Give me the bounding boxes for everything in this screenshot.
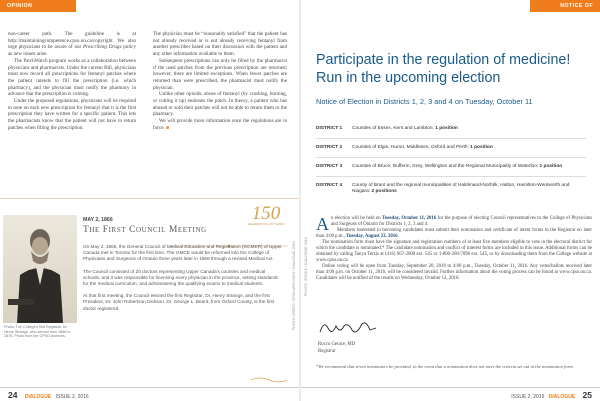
badge-number: 150	[251, 203, 281, 224]
district-description: County of Brant and the regional municipalities of Haldimand-Norfolk, Halton, Hamilton-Wentworth and Niagara: 2 positions	[352, 183, 570, 194]
body-paragraph: Online voting will be open from Tuesday, September 20, 2016 to 4:00 p.m., Tuesday, October 11, 2016. Any votes/ballots received later than 4:00 p.m. on October 11, 2016, will be considered invalid. Further information about the voting process can be found at www.cpso.on.ca. Candidates will be notified of the results on Wednesday, October 12, 2016.	[316, 264, 592, 281]
history-text	[83, 244, 283, 312]
ornament-divider	[170, 235, 288, 239]
district-row	[316, 177, 586, 202]
headline: Participate in the regulation of medicine! Run in the upcoming election	[316, 52, 571, 86]
magazine-name: DIALOGUE	[548, 394, 576, 400]
history-box	[0, 198, 300, 386]
election-body	[316, 216, 592, 282]
article-column-2	[153, 31, 287, 133]
article-paragraph: The physician must be “reasonably satisfied” that the patient has not already received or is not already receiving fentanyl from another prescriber based on their discussion with the patient and any other information available to them.	[153, 31, 287, 58]
page-number: 25	[582, 390, 592, 400]
portrait-figure-icon	[3, 215, 77, 323]
district-description: Counties of Essex, Kent and Lambton: 1 position	[352, 126, 458, 131]
section-tab-notice: NOTICE OF ELECTION	[530, 0, 600, 12]
district-list	[316, 120, 586, 201]
badge-caption: CELEBRATING 150 YEARS	[247, 223, 285, 226]
district-label: DISTRICT 2	[316, 145, 343, 150]
history-date: MAY 2, 1866	[83, 217, 113, 223]
anniversary-badge	[246, 204, 286, 238]
signature-title: Registrar	[318, 349, 336, 354]
district-label: DISTRICT 4	[316, 183, 343, 188]
article-paragraph: Unlike other opioids, abuse of fentanyl (by crushing, burning, or cutting it up) endorses the patch. In theory, a patient who has abused or sold their patches will not be able to return them to the pharmacy.	[153, 91, 287, 118]
footer-left	[0, 387, 300, 401]
photo-caption: Photo: The College's first Registrar, Dr. Henry Strange, who served from 1866 to 1870. Photo from the CPSO Archives.	[4, 325, 71, 339]
district-row	[316, 120, 586, 139]
signature-name: Rocco Gerace, MD	[318, 342, 356, 347]
district-label: DISTRICT 3	[316, 164, 343, 169]
article-paragraph: non-career path. The guideline is at http://maintainingcompetence.cpso.on.ca/copyright. We also urge physicians to be aware of our Prescribing Drugs policy as new issues arise.	[8, 31, 136, 58]
body-paragraph: Members interested in becoming candidates must submit their nomination and certificate of intent forms to the Registrar no later than 4:00 p.m., Tuesday, August 23, 2016.	[316, 228, 592, 239]
margin-credit: PHOTO CREDIT: CPSO ARCHIVES / DIALOGUE 2016	[292, 241, 296, 330]
drop-cap: A	[316, 214, 329, 234]
history-paragraph: On May 2, 1866, the General Council of Medical Education and Registration (GCMER) of Upper Canada met in Toronto for the first time. The GMCE would be reformed into the College of Physicians and Surgeons of Ontario three years later in 1869 through a revised Medical Act.	[83, 244, 282, 262]
district-description: Counties of Elgin, Huron, Middlesex, Oxford and Perth: 1 position	[352, 145, 493, 150]
subheadline: Notice of Election in Districts 1, 2, 3 and 4 on Tuesday, October 11	[316, 97, 533, 106]
signature	[318, 318, 378, 338]
flourish-ornament	[250, 371, 288, 379]
margin-credit: PHOTO: ISTOCK / DIALOGUE 2016	[304, 237, 308, 296]
district-label: DISTRICT 1	[316, 126, 343, 131]
history-title: The First Council Meeting	[83, 225, 207, 235]
section-tab-opinion: OPINION	[0, 0, 76, 12]
right-page	[300, 0, 600, 401]
article-column-1	[8, 31, 136, 132]
district-description: Counties of Bruce, Dufferin, Grey, Wellington and the Regional Municipality of Waterloo: 1 position	[352, 164, 563, 169]
magazine-name: DIALOGUE	[24, 394, 52, 400]
article-paragraph: The PatchWatch program works as a collaboration between physicians and pharmacists. Under the current Bill, physicians must now record all prescriptions for fentanyl patches where the patient intends to fill the prescription (i.e. which pharmacy), and the physician must notify the pharmacy in advance that the prescription is coming.	[8, 57, 136, 98]
page-number: 24	[8, 390, 18, 400]
article-paragraph: Subsequent prescriptions can only be filled by the pharmacist if the used patches from the previous prescription are returned; however, there are limited exceptions. When fewer patches are returned than were prescribed, the pharmacist must notify the physician.	[153, 57, 287, 91]
body-paragraph: The nomination form must have the signature and registration numbers of at least five members eligible to vote in the electoral district for which the candidate is nominated.* The candidate nomination and conflict of interest forms are included in this issue. Additional forms can be obtained by calling Tanya Terzis at (416) 967-2600 ext. 545 or 1-800-268-7096 ext. 545, or by downloading them from the College website at www.cpso.on.ca.	[316, 240, 592, 263]
page-gutter	[299, 0, 301, 401]
footnote: *We recommend that seven nominators be provided, in the event that a nomination does not meet the criteria set out in the nomination form.	[316, 364, 574, 369]
footer-right	[300, 387, 600, 401]
end-mark: ■	[166, 125, 170, 131]
article-paragraph: We will provide more information once the regulations are in force. ■	[153, 118, 287, 131]
issue-label: ISSUE 2, 2016	[55, 394, 89, 400]
district-row	[316, 139, 586, 158]
history-paragraph: The Council consisted of 20 doctors representing Upper Canada's counties and medical schools, and it was responsible for licensing every physician in the province, setting standards for the medical curriculum, and administering the qualifying exams to medical students.	[83, 268, 278, 287]
history-paragraph: At that first meeting, the Council elected the first Registrar, Dr. Henry Strange, and the first President, Dr. John Robertson Dickson. Dr. George L. Beard, from Oxford County, is the first doctor registered.	[83, 293, 275, 311]
district-row	[316, 158, 586, 177]
signature-icon	[318, 318, 378, 338]
body-paragraph: An election will be held on Tuesday, October 11, 2016 for the purpose of electing Council representatives to the College of Physicians and Surgeons of Ontario for Districts 1, 2, 3 and 4.	[316, 214, 592, 234]
article-paragraph: Under the proposed regulations, physicians will be required to note on each new prescription for fentanyl that it is the first prescription they have written for a specific patient. This lets the pharmacists know that the patient will not have to return patches when filling the prescription.	[8, 98, 136, 131]
portrait-photo	[3, 215, 77, 323]
issue-label: ISSUE 2, 2016	[511, 394, 545, 400]
